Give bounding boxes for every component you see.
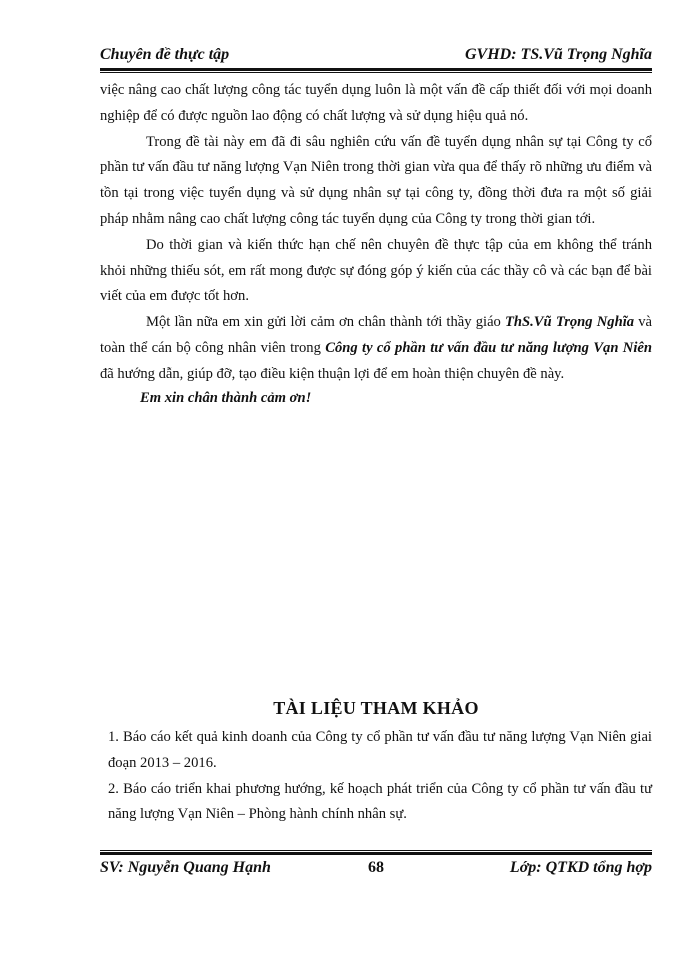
page-header [100,46,652,70]
reference-item: 2. Báo cáo triển khai phương hướng, kế hoạch phát triển của Công ty cổ phần tư vấn đầu tư năng lượng Vạn Niên – Phòng hành chính nhân sự. [108,780,652,823]
paragraph-2: Trong đề tài này em đã đi sâu nghiên cứu vấn đề tuyển dụng nhân sự tại Công ty cổ phần tư vấn đầu tư năng lượng Vạn Niên trong thời gian vừa qua để thấy rõ những ưu điểm và tồn tại trong việc tuyển dụng và sử dụng nhân sự tại công ty, đồng thời đưa ra một số giải pháp nhằm nâng cao chất lượng công tác tuyển dụng của Công ty trong thời gian tới. [100,133,652,227]
paragraph-4-part-c: đã hướng dẫn, giúp đỡ, tạo điều kiện thuận lợi để em hoàn thiện chuyên đề này. [100,365,565,382]
footer-rule-thick [100,852,652,855]
header-rule-thick [100,68,652,71]
paragraph-1: việc nâng cao chất lượng công tác tuyển dụng luôn là một vấn đề cấp thiết đối với mọi doanh nghiệp để có được nguồn lao động có chất lượng và sử dụng hiệu quả nó. [100,82,652,124]
references-section [100,698,652,828]
body-content [100,78,652,407]
page-footer [100,850,652,880]
company-name: Công ty cổ phần tư vấn đầu tư năng lượng Vạn Niên [325,339,652,356]
reference-item: 1. Báo cáo kết quả kinh doanh của Công ty cổ phần tư vấn đầu tư năng lượng Vạn Niên giai đoạn 2013 – 2016. [108,729,652,771]
paragraph-4-part-b: và toàn thể cán bộ công nhân viên trong [100,314,652,356]
footer-page-number: 68 [368,859,384,876]
paragraph-3: Do thời gian và kiến thức hạn chế nên chuyên đề thực tập của em không thể tránh khỏi những thiếu sót, em rất mong được sự đóng góp ý kiến của các thầy cô và các bạn để bài viết của em được tốt hơn. [100,236,652,305]
paragraph-4 [100,310,652,387]
paragraph-4-part-a: Một lần nữa em xin gửi lời cảm ơn chân thành tới thầy giáo [146,314,506,331]
thanks-line: Em xin chân thành cảm ơn! [140,389,312,406]
header-course-title: Chuyên đề thực tập [100,46,230,63]
references-title: TÀI LIỆU THAM KHẢO [273,698,479,718]
header-advisor: GVHD: TS.Vũ Trọng Nghĩa [465,46,652,63]
header-rule-thin [100,72,652,73]
footer-student: SV: Nguyễn Quang Hạnh [100,859,271,876]
footer-class: Lớp: QTKD tổng hợp [509,859,652,876]
footer-rule-thin [100,850,652,851]
teacher-name: ThS.Vũ Trọng Nghĩa [505,314,635,331]
